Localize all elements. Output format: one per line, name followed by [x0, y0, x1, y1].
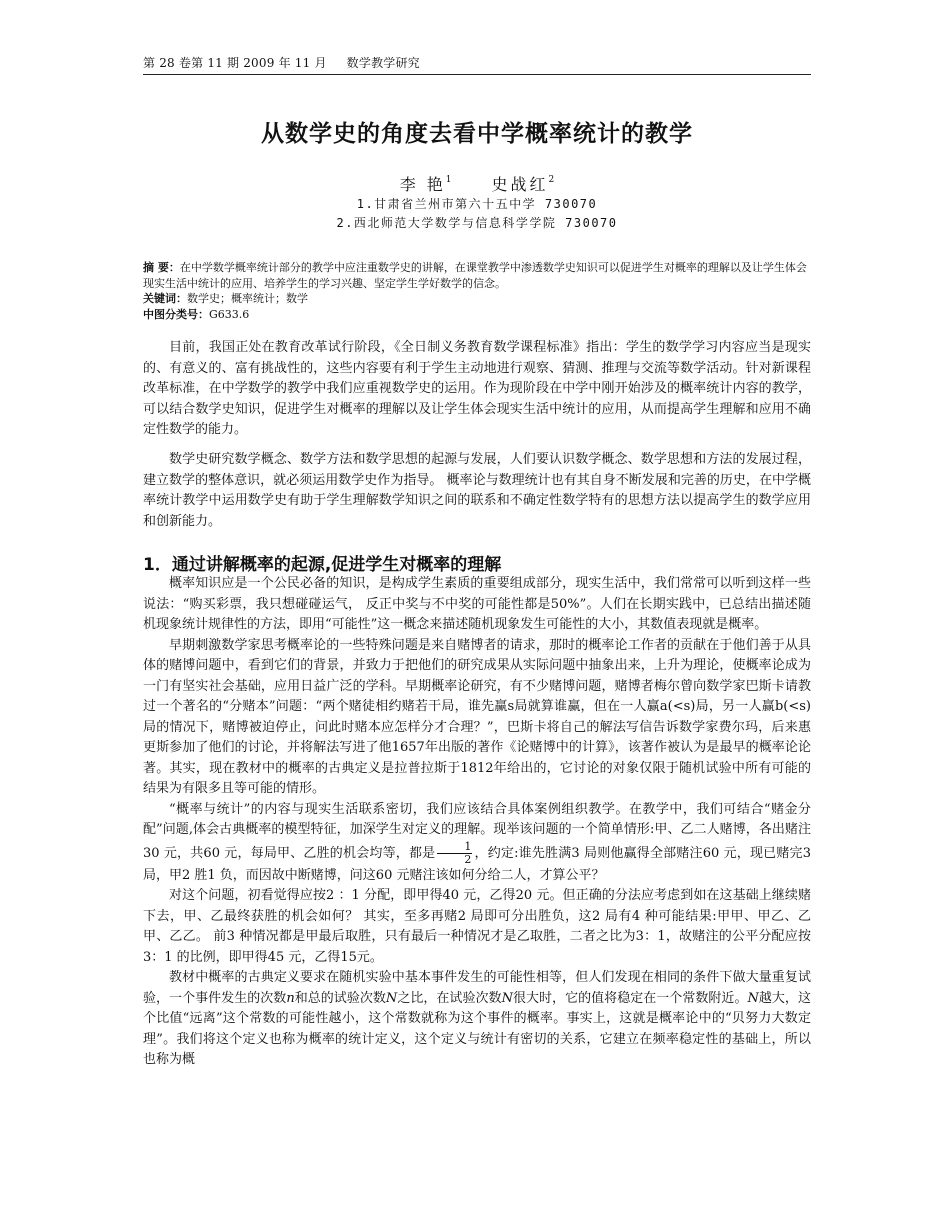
keywords-label: 关键词： [143, 292, 187, 305]
math-symbol: N [385, 990, 398, 1006]
paragraph-text: 之比，在试验次数 [397, 990, 502, 1006]
abstract-text: 在中学数学概率统计部分的教学中应注重数学史的讲解，在课堂教学中渗透数学史知识可以促进学生对概率的理解以及让学生体会现实生活中统计的应用、培养学生的学习兴趣、坚定学生学好数学的信念。 [143, 261, 807, 290]
intro-paragraph-2 [143, 450, 811, 532]
math-symbol: N [501, 990, 513, 1006]
author-name: 李 艳 [399, 175, 446, 194]
fraction-numerator: 1 [437, 841, 472, 854]
section-heading: 1．通过讲解概率的起源,促进学生对概率的理解 [143, 555, 502, 575]
paragraph-text: 和总的试验次数 [294, 990, 386, 1006]
paragraph-text: 教材中概率的古典定义要求在随机实验中基本事件发生的可能性相等，但人们发现在相同的条件下做大量重复试验，一个事件发生的次数 [143, 970, 811, 1006]
author-name: 史战红 [491, 175, 549, 194]
paragraph-text: 越大，这个比值“远离”这个常数的可能性越小，这个常数就称为这个事件的概率。事实上，这就是概率论中的“贝努力大数定理”。我们将这个定义也称为概率的统计定义，这个定义与统计有密切的关系，它建立在频率稳定性的基础上，所以也称为概 [143, 990, 811, 1067]
paragraph-text: ，约定:谁先胜满3 局则他赢得全部赌注60 元，现已赌完3 局，甲2 胜1 负，而因故中断赌博，问这60 元赌注该如何分给二人，才算公平？ [143, 845, 811, 883]
author-affiliation-mark: 2 [548, 175, 555, 185]
affiliation: 2.西北师范大学数学与信息科学学院 730070 [336, 216, 618, 230]
issue-info: 第 28 卷第 11 期 2009 年 11 月 [143, 56, 327, 70]
classification-label: 中图分类号： [143, 307, 209, 321]
paragraph: 数学史研究数学概念、数学方法和数学思想的起源与发展，人们要认识数学概念、数学思想和方法的发展过程，建立数学的整体意识，就必须运用数学史作为指导。 概率论与数理统计也有其自身不断发展和完善的历史，在中学概率统计教学中运用数学史有助于学生理解数学知识之间的联系和不确定性数学特有的思想方法以提高学生的数学应用和创新能力。 [143, 452, 811, 529]
abstract-label: 摘 要： [143, 261, 180, 274]
author-line [143, 172, 811, 195]
paper-title: 从数学史的角度去看中学概率统计的教学 [261, 121, 693, 147]
running-head [143, 55, 811, 75]
classification [143, 307, 811, 323]
abstract [143, 260, 811, 291]
journal-name: 数学教学研究 [346, 56, 420, 70]
paragraph-text: “概率与统计”的内容与现实生活联系密切，我们应该结合具体案例组织教学。在教学中，我们可结合“赌金分配”问题,体会古典概率的模型特征，加深学生对定义的理解。现举该问题的一个简单情形:甲、乙二人赌博，各出赌注30 元，共60 元，每局甲、乙胜的机会均等，都是 [143, 801, 811, 861]
paragraph: 早期刺激数学家思考概率论的一些特殊问题是来自赌博者的请求，那时的概率论工作者的贡献在于他们善于从具体的赌博问题中，看到它们的背景，并致力于把他们的研究成果从实际问题中抽象出来，上升为理论，使概率论成为一门有坚实社会基础，应用日益广泛的学科。早期概率论研究，有不少赌博问题，赌博者梅尔曾向数学家巴斯卡请教过一个著名的“分赌本”问题：“两个赌徒相约赌若干局，谁先赢s局就算谁赢，但在一人赢a(<s)局，另一人赢b(<s)局的情况下，赌博被迫停止，问此时赌本应怎样分才合理？”，巴斯卡将自己的解法写信告诉数学家费尔玛，后来惠更斯参加了他们的讨论，并将解法写进了他1657年出版的著作《论赌博中的计算》，该著作被认为是最早的概率论论著。其实，现在教材中的概率的古典定义是拉普拉斯于1812年给出的，它讨论的对象仅限于随机试验中所有可能的结果为有限多且等可能的情形。 [143, 637, 811, 796]
author-affiliation-mark: 1 [445, 175, 452, 185]
paragraph: 对这个问题，初看觉得应按2 ：1 分配，即甲得40 元，乙得20 元。但正确的分法应考虑到如在这基础上继续赌下去，甲、乙最终获胜的机会如何？ 其实，至多再赌2 局即可分出胜负，这2 局有4 种可能结果:甲甲、甲乙、乙甲、乙乙。 前3 种情况都是甲最后取胜，只有最后一种情况才是乙取胜，二者之比为3：1，故赌注的公平分配应按3：1 的比例，即甲得45 元，乙得15元。 [143, 888, 811, 965]
math-symbol: n [286, 990, 295, 1006]
paragraph [143, 800, 811, 887]
fraction-denominator: 2 [464, 852, 472, 866]
paragraph [143, 968, 811, 1071]
classification-value: G633.6 [209, 307, 250, 321]
keywords [143, 291, 811, 307]
paragraph: 目前，我国正处在教育改革试行阶段，《全日制义务教育数学课程标准》指出：学生的数学学习内容应当是现实的、有意义的、富有挑战性的，这些内容要有利于学生主动地进行观察、猜测、推理与交流等数学活动。针对新课程改革标准，在中学数学的教学中我们应重视数学史的运用。作为现阶段在中学中刚开始涉及的概率统计内容的教学，可以结合数学史知识，促进学生对概率的理解以及让学生体会现实生活中统计的应用，从而提高学生理解和应用不确定性数学的能力。 [143, 340, 811, 437]
affiliation: 1.甘肃省兰州市第六十五中学 730070 [356, 197, 598, 211]
intro-paragraph-1 [143, 338, 811, 441]
section-body [143, 574, 811, 1071]
fraction [437, 841, 472, 866]
keywords-text: 数学史；概率统计；数学 [187, 292, 308, 305]
abstract-block [143, 260, 811, 322]
paragraph: 概率知识应是一个公民必备的知识，是构成学生素质的重要组成部分，现实生活中，我们常常可以听到这样一些说法：“购买彩票，我只想碰碰运气， 反正中奖与不中奖的可能性都是50%”。人们在长期实践中，已总结出描述随机现象统计规律性的方法，即用“可能性”这一概念来描述随机现象发生可能性的大小，其数值表现就是概率。 [143, 576, 811, 632]
paragraph-text: 很大时，它的值将稳定在一个常数附近。 [512, 990, 748, 1006]
math-symbol: N [747, 990, 759, 1006]
